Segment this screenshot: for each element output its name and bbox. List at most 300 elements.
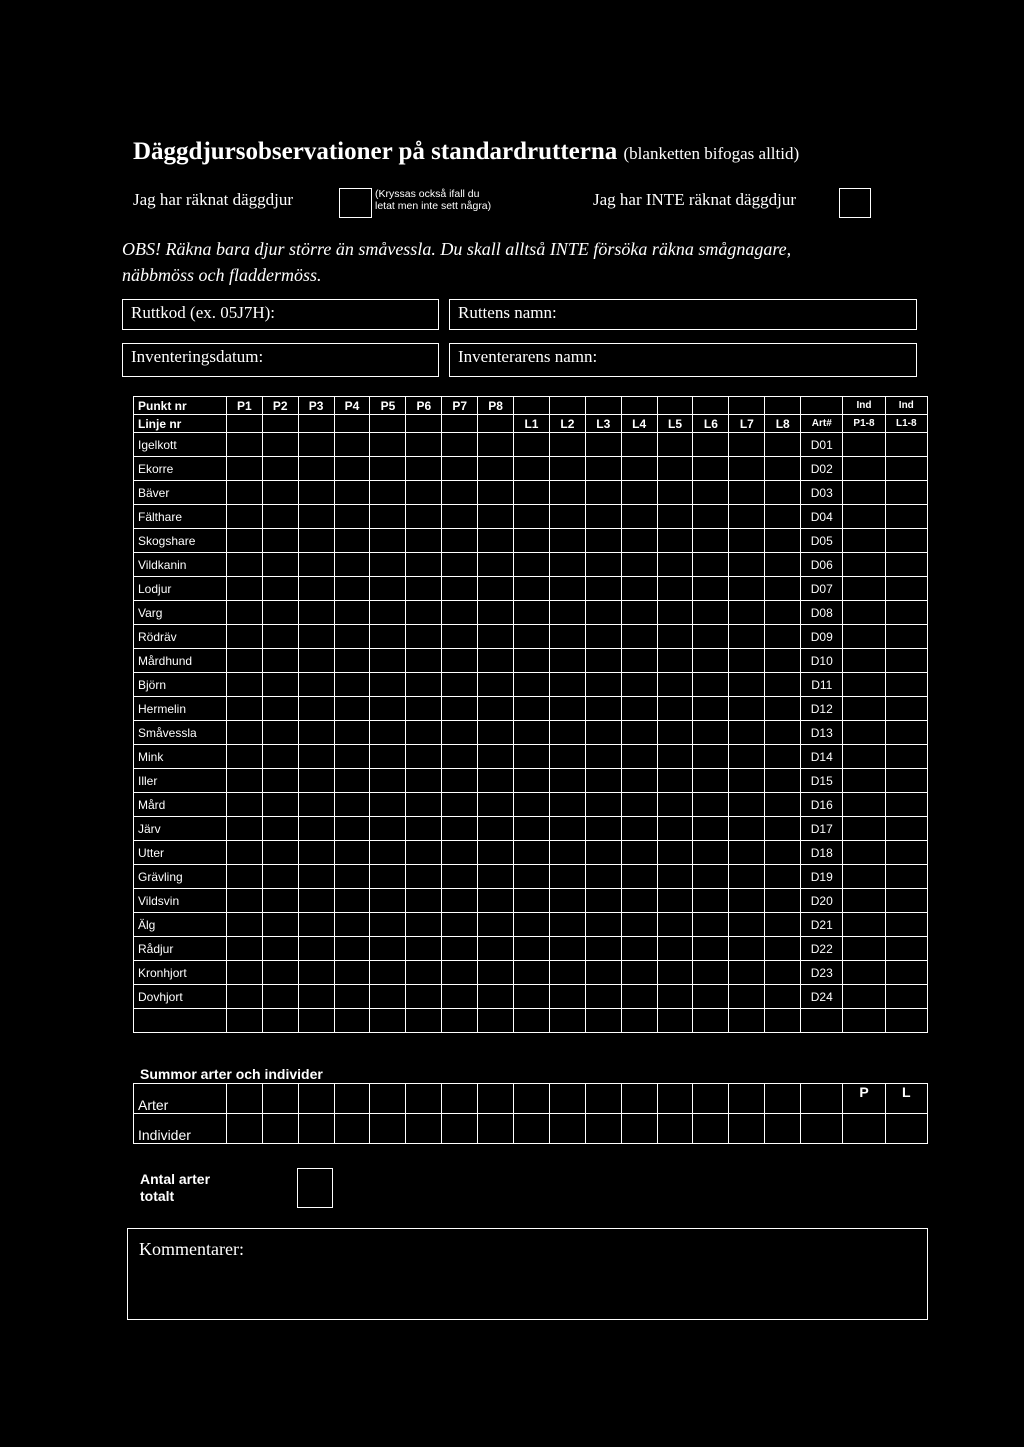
count-cell[interactable] [370,625,406,649]
count-cell[interactable] [765,793,801,817]
count-cell[interactable] [585,913,621,937]
count-cell[interactable] [262,553,298,577]
count-cell[interactable] [442,529,478,553]
count-cell[interactable] [298,553,334,577]
count-cell[interactable] [298,625,334,649]
summary-cell[interactable] [406,1084,442,1114]
count-cell[interactable] [729,697,765,721]
summary-cell[interactable] [801,1114,843,1144]
count-cell[interactable] [729,601,765,625]
count-cell[interactable] [226,865,262,889]
count-cell[interactable] [298,697,334,721]
count-cell[interactable] [693,577,729,601]
count-cell[interactable] [693,817,729,841]
count-cell[interactable] [729,961,765,985]
count-cell[interactable] [442,577,478,601]
count-cell[interactable] [657,649,693,673]
count-cell[interactable] [693,889,729,913]
blank-cell[interactable] [134,1009,227,1033]
count-cell[interactable] [298,505,334,529]
count-cell[interactable] [262,601,298,625]
count-cell[interactable] [334,889,370,913]
count-cell[interactable] [549,673,585,697]
count-cell[interactable] [765,721,801,745]
count-cell[interactable] [549,769,585,793]
count-cell[interactable] [693,697,729,721]
count-cell[interactable] [478,769,514,793]
count-cell[interactable] [478,937,514,961]
count-cell[interactable] [370,577,406,601]
count-cell[interactable] [549,505,585,529]
ind-l-cell[interactable] [885,985,927,1009]
summary-cell[interactable] [478,1084,514,1114]
count-cell[interactable] [585,793,621,817]
count-cell[interactable] [657,505,693,529]
count-cell[interactable] [334,433,370,457]
count-cell[interactable] [262,649,298,673]
count-cell[interactable] [514,865,550,889]
count-cell[interactable] [442,457,478,481]
count-cell[interactable] [406,721,442,745]
count-cell[interactable] [334,937,370,961]
count-cell[interactable] [657,913,693,937]
count-cell[interactable] [442,889,478,913]
count-cell[interactable] [298,601,334,625]
count-cell[interactable] [693,913,729,937]
count-cell[interactable] [514,433,550,457]
count-cell[interactable] [406,673,442,697]
count-cell[interactable] [442,649,478,673]
blank-cell[interactable] [585,1009,621,1033]
count-cell[interactable] [334,649,370,673]
count-cell[interactable] [262,769,298,793]
count-cell[interactable] [549,745,585,769]
ind-l-cell[interactable] [885,961,927,985]
count-cell[interactable] [478,889,514,913]
count-cell[interactable] [406,577,442,601]
blank-cell[interactable] [262,1009,298,1033]
count-cell[interactable] [693,841,729,865]
count-cell[interactable] [765,553,801,577]
count-cell[interactable] [549,553,585,577]
summary-cell[interactable] [442,1084,478,1114]
count-cell[interactable] [334,961,370,985]
count-cell[interactable] [262,577,298,601]
count-cell[interactable] [298,721,334,745]
ind-p-cell[interactable] [843,985,885,1009]
count-cell[interactable] [549,577,585,601]
ind-p-cell[interactable] [843,817,885,841]
count-cell[interactable] [585,889,621,913]
count-cell[interactable] [262,481,298,505]
count-cell[interactable] [406,841,442,865]
summary-cell[interactable] [262,1084,298,1114]
summary-cell[interactable] [478,1114,514,1144]
count-cell[interactable] [262,457,298,481]
count-cell[interactable] [657,793,693,817]
count-cell[interactable] [442,985,478,1009]
count-cell[interactable] [262,721,298,745]
count-cell[interactable] [621,505,657,529]
count-cell[interactable] [765,961,801,985]
count-cell[interactable] [334,577,370,601]
count-cell[interactable] [693,745,729,769]
ind-p-cell[interactable] [843,793,885,817]
summary-cell[interactable] [843,1114,885,1144]
count-cell[interactable] [621,889,657,913]
count-cell[interactable] [298,529,334,553]
count-cell[interactable] [334,601,370,625]
count-cell[interactable] [729,529,765,553]
count-cell[interactable] [693,865,729,889]
ind-p-cell[interactable] [843,913,885,937]
summary-cell[interactable] [334,1114,370,1144]
count-cell[interactable] [549,817,585,841]
count-cell[interactable] [334,697,370,721]
ind-p-cell[interactable] [843,769,885,793]
count-cell[interactable] [693,481,729,505]
count-cell[interactable] [298,433,334,457]
count-cell[interactable] [693,649,729,673]
ind-l-cell[interactable] [885,529,927,553]
count-cell[interactable] [729,577,765,601]
count-cell[interactable] [657,673,693,697]
count-cell[interactable] [406,553,442,577]
count-cell[interactable] [765,481,801,505]
count-cell[interactable] [514,745,550,769]
count-cell[interactable] [693,553,729,577]
ind-l-cell[interactable] [885,577,927,601]
count-cell[interactable] [442,625,478,649]
count-cell[interactable] [226,721,262,745]
count-cell[interactable] [657,769,693,793]
count-cell[interactable] [729,937,765,961]
count-cell[interactable] [621,721,657,745]
count-cell[interactable] [585,865,621,889]
count-cell[interactable] [621,625,657,649]
count-cell[interactable] [262,865,298,889]
count-cell[interactable] [621,673,657,697]
ind-l-cell[interactable] [885,697,927,721]
ind-l-cell[interactable] [885,481,927,505]
count-cell[interactable] [657,577,693,601]
summary-cell[interactable] [585,1084,621,1114]
count-cell[interactable] [298,649,334,673]
count-cell[interactable] [406,625,442,649]
count-cell[interactable] [765,697,801,721]
count-cell[interactable] [765,601,801,625]
summary-cell[interactable] [549,1114,585,1144]
count-cell[interactable] [729,817,765,841]
summary-cell[interactable] [765,1084,801,1114]
count-cell[interactable] [478,745,514,769]
ind-l-cell[interactable] [885,769,927,793]
count-cell[interactable] [621,745,657,769]
blank-cell[interactable] [549,1009,585,1033]
count-cell[interactable] [729,649,765,673]
ind-p-cell[interactable] [843,961,885,985]
ind-p-cell[interactable] [843,577,885,601]
count-cell[interactable] [657,529,693,553]
count-cell[interactable] [298,817,334,841]
ind-l-cell[interactable] [885,649,927,673]
ind-p-cell[interactable] [843,721,885,745]
count-cell[interactable] [621,913,657,937]
count-cell[interactable] [226,553,262,577]
count-cell[interactable] [226,649,262,673]
count-cell[interactable] [406,505,442,529]
summary-cell[interactable] [657,1114,693,1144]
count-cell[interactable] [585,745,621,769]
count-cell[interactable] [334,481,370,505]
count-cell[interactable] [621,937,657,961]
count-cell[interactable] [621,697,657,721]
count-cell[interactable] [298,577,334,601]
count-cell[interactable] [621,865,657,889]
count-cell[interactable] [657,985,693,1009]
count-cell[interactable] [226,625,262,649]
count-cell[interactable] [549,601,585,625]
counted-checkbox[interactable] [339,188,372,218]
blank-cell[interactable] [657,1009,693,1033]
count-cell[interactable] [370,817,406,841]
count-cell[interactable] [370,481,406,505]
count-cell[interactable] [334,745,370,769]
count-cell[interactable] [334,457,370,481]
count-cell[interactable] [226,481,262,505]
count-cell[interactable] [657,457,693,481]
count-cell[interactable] [370,793,406,817]
count-cell[interactable] [478,457,514,481]
blank-cell[interactable] [334,1009,370,1033]
count-cell[interactable] [549,481,585,505]
count-cell[interactable] [585,769,621,793]
count-cell[interactable] [478,649,514,673]
count-cell[interactable] [657,433,693,457]
count-cell[interactable] [406,865,442,889]
ind-p-cell[interactable] [843,745,885,769]
count-cell[interactable] [693,457,729,481]
count-cell[interactable] [729,481,765,505]
count-cell[interactable] [262,625,298,649]
count-cell[interactable] [406,793,442,817]
count-cell[interactable] [765,433,801,457]
count-cell[interactable] [729,745,765,769]
count-cell[interactable] [478,793,514,817]
count-cell[interactable] [621,577,657,601]
count-cell[interactable] [334,625,370,649]
ind-l-cell[interactable] [885,817,927,841]
count-cell[interactable] [478,625,514,649]
count-cell[interactable] [514,457,550,481]
count-cell[interactable] [262,889,298,913]
count-cell[interactable] [514,889,550,913]
count-cell[interactable] [478,673,514,697]
count-cell[interactable] [226,937,262,961]
count-cell[interactable] [657,553,693,577]
summary-cell[interactable] [729,1114,765,1144]
ind-l-cell[interactable] [885,505,927,529]
count-cell[interactable] [406,481,442,505]
count-cell[interactable] [514,529,550,553]
count-cell[interactable] [370,985,406,1009]
count-cell[interactable] [765,985,801,1009]
count-cell[interactable] [514,721,550,745]
count-cell[interactable] [514,697,550,721]
count-cell[interactable] [226,913,262,937]
count-cell[interactable] [621,529,657,553]
count-cell[interactable] [442,865,478,889]
summary-cell[interactable] [621,1084,657,1114]
ind-l-cell[interactable] [885,889,927,913]
count-cell[interactable] [729,721,765,745]
blank-cell[interactable] [442,1009,478,1033]
blank-cell[interactable] [621,1009,657,1033]
ind-p-cell[interactable] [843,865,885,889]
count-cell[interactable] [478,481,514,505]
count-cell[interactable] [370,913,406,937]
ind-l-cell[interactable] [885,721,927,745]
count-cell[interactable] [478,433,514,457]
count-cell[interactable] [549,793,585,817]
ind-p-cell[interactable] [843,601,885,625]
ind-p-cell[interactable] [843,889,885,913]
count-cell[interactable] [298,841,334,865]
count-cell[interactable] [549,721,585,745]
count-cell[interactable] [406,433,442,457]
count-cell[interactable] [549,865,585,889]
ind-p-cell[interactable] [843,649,885,673]
count-cell[interactable] [406,601,442,625]
count-cell[interactable] [406,745,442,769]
count-cell[interactable] [585,601,621,625]
count-cell[interactable] [334,913,370,937]
count-cell[interactable] [334,721,370,745]
ind-l-cell[interactable] [885,625,927,649]
count-cell[interactable] [549,529,585,553]
count-cell[interactable] [262,841,298,865]
count-cell[interactable] [765,577,801,601]
count-cell[interactable] [298,889,334,913]
count-cell[interactable] [621,769,657,793]
count-cell[interactable] [657,481,693,505]
count-cell[interactable] [478,601,514,625]
count-cell[interactable] [693,601,729,625]
ind-l-cell[interactable] [885,745,927,769]
count-cell[interactable] [765,649,801,673]
count-cell[interactable] [370,865,406,889]
count-cell[interactable] [765,841,801,865]
count-cell[interactable] [693,433,729,457]
count-cell[interactable] [406,889,442,913]
count-cell[interactable] [370,697,406,721]
count-cell[interactable] [406,985,442,1009]
count-cell[interactable] [442,505,478,529]
count-cell[interactable] [478,865,514,889]
inventor-name-field[interactable]: Inventerarens namn: [449,343,917,377]
count-cell[interactable] [370,841,406,865]
ind-p-cell[interactable] [843,481,885,505]
blank-cell[interactable] [843,1009,885,1033]
ind-p-cell[interactable] [843,433,885,457]
count-cell[interactable] [442,793,478,817]
count-cell[interactable] [370,649,406,673]
summary-cell[interactable] [406,1114,442,1144]
count-cell[interactable] [729,841,765,865]
count-cell[interactable] [478,913,514,937]
ind-p-cell[interactable] [843,529,885,553]
count-cell[interactable] [765,865,801,889]
count-cell[interactable] [693,529,729,553]
count-cell[interactable] [478,577,514,601]
count-cell[interactable] [370,601,406,625]
count-cell[interactable] [765,505,801,529]
count-cell[interactable] [657,889,693,913]
count-cell[interactable] [621,433,657,457]
count-cell[interactable] [298,913,334,937]
count-cell[interactable] [585,481,621,505]
count-cell[interactable] [693,937,729,961]
count-cell[interactable] [729,433,765,457]
blank-cell[interactable] [226,1009,262,1033]
count-cell[interactable] [370,457,406,481]
ind-p-cell[interactable] [843,625,885,649]
count-cell[interactable] [621,601,657,625]
count-cell[interactable] [657,817,693,841]
count-cell[interactable] [585,577,621,601]
count-cell[interactable] [226,433,262,457]
count-cell[interactable] [765,745,801,769]
count-cell[interactable] [226,673,262,697]
summary-cell[interactable] [514,1114,550,1144]
count-cell[interactable] [478,841,514,865]
count-cell[interactable] [549,433,585,457]
count-cell[interactable] [370,769,406,793]
count-cell[interactable] [226,577,262,601]
blank-cell[interactable] [765,1009,801,1033]
count-cell[interactable] [621,817,657,841]
count-cell[interactable] [334,985,370,1009]
count-cell[interactable] [442,745,478,769]
count-cell[interactable] [514,673,550,697]
count-cell[interactable] [442,769,478,793]
count-cell[interactable] [693,985,729,1009]
count-cell[interactable] [478,817,514,841]
count-cell[interactable] [262,961,298,985]
count-cell[interactable] [442,553,478,577]
count-cell[interactable] [226,529,262,553]
blank-cell[interactable] [370,1009,406,1033]
count-cell[interactable] [226,769,262,793]
count-cell[interactable] [334,553,370,577]
count-cell[interactable] [657,601,693,625]
count-cell[interactable] [729,457,765,481]
count-cell[interactable] [693,505,729,529]
ind-p-cell[interactable] [843,841,885,865]
count-cell[interactable] [442,481,478,505]
count-cell[interactable] [478,505,514,529]
count-cell[interactable] [693,793,729,817]
count-cell[interactable] [262,817,298,841]
count-cell[interactable] [765,457,801,481]
count-cell[interactable] [370,553,406,577]
not-counted-checkbox[interactable] [839,188,871,218]
count-cell[interactable] [226,505,262,529]
count-cell[interactable] [442,601,478,625]
summary-cell[interactable] [370,1084,406,1114]
summary-cell[interactable] [298,1084,334,1114]
count-cell[interactable] [298,481,334,505]
